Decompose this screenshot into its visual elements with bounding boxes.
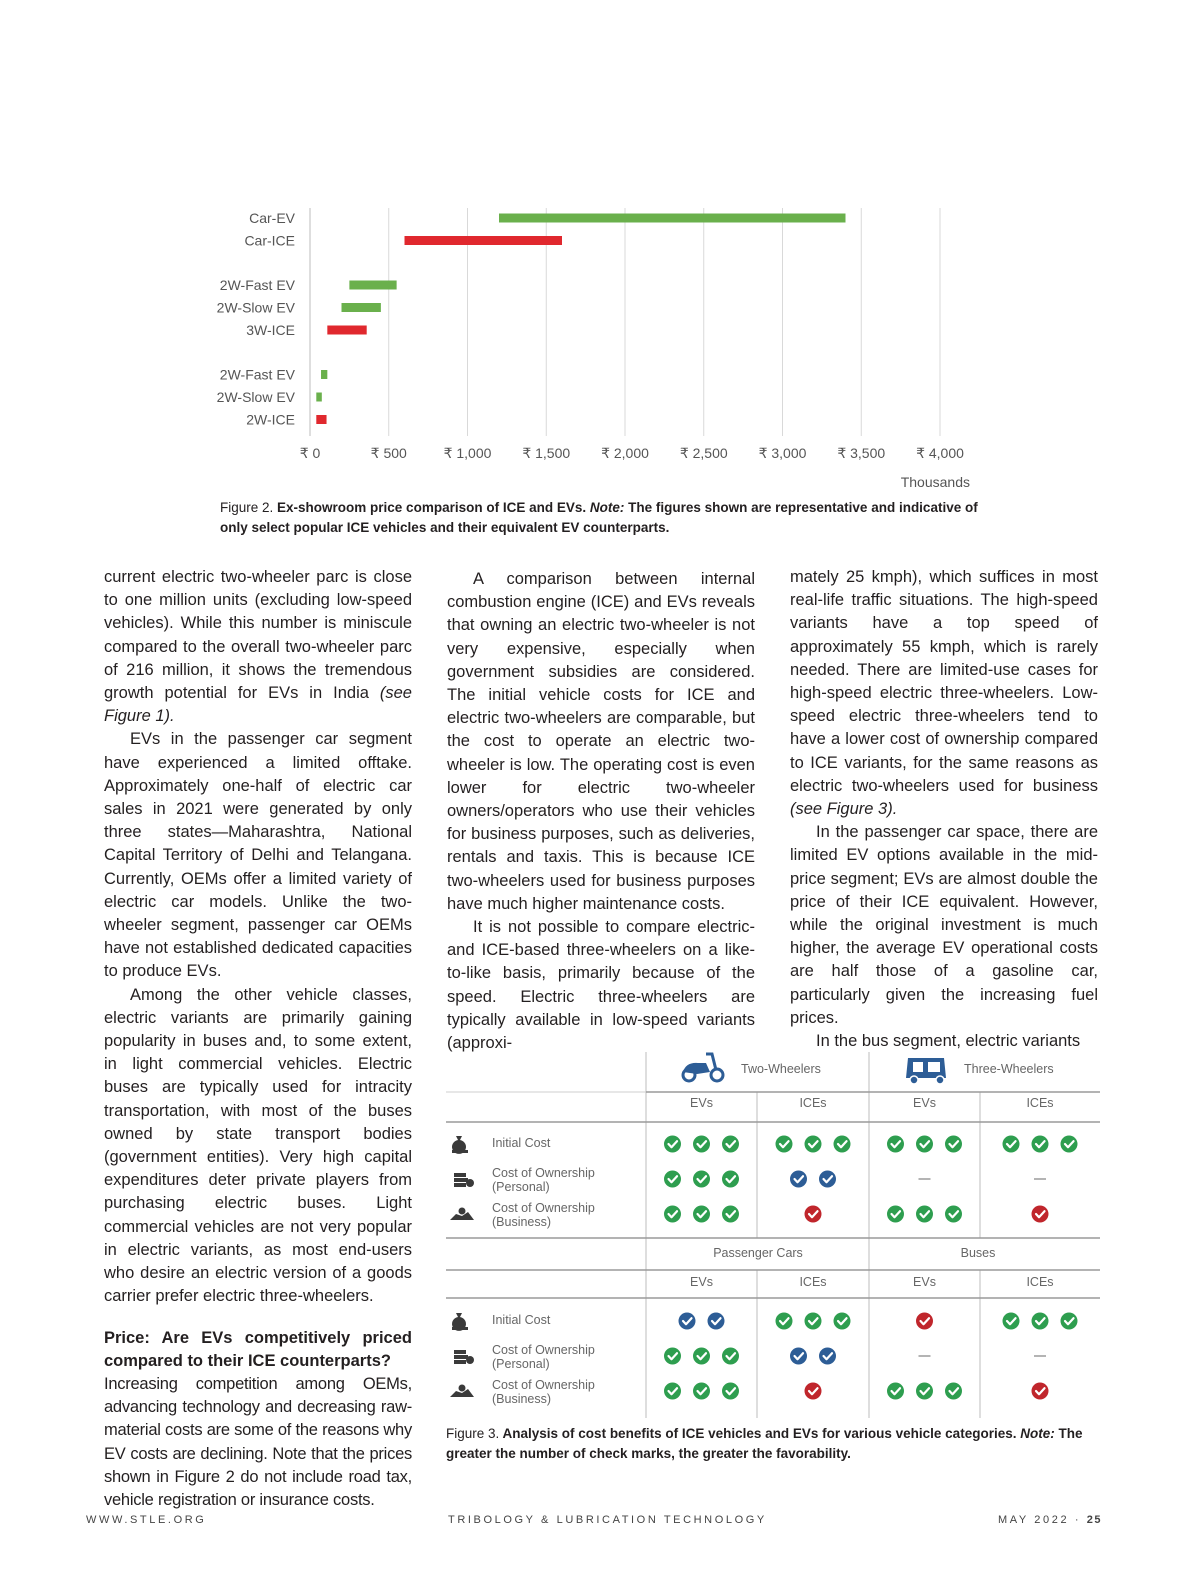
category-passenger-cars: Passenger Cars: [713, 1246, 803, 1260]
bar-ice: [405, 236, 563, 245]
text-column-1: [104, 566, 412, 1512]
sub-column-header: EVs: [690, 1096, 713, 1110]
check-green-icon: [916, 1136, 933, 1153]
caption-prefix: Figure 3.: [446, 1426, 500, 1441]
category-label: 3W-ICE: [246, 322, 295, 338]
footer-publication: TRIBOLOGY & LUBRICATION TECHNOLOGY: [448, 1514, 767, 1526]
figure-reference: (see Figure 1).: [104, 684, 412, 726]
x-tick-label: ₹ 1,000: [443, 445, 492, 461]
bar-ice: [316, 415, 326, 424]
check-green-icon: [1061, 1136, 1078, 1153]
check-green-icon: [693, 1171, 710, 1188]
check-green-icon: [664, 1383, 681, 1400]
x-tick-label: ₹ 3,000: [758, 445, 807, 461]
paragraph: Increasing competition among OEMs, advancing technology and decreasing raw-material costs are some of the reasons why EV costs are declining. Note that the prices shown in Figure 2 do not include road tax, vehicle registration or insurance costs.: [104, 1374, 412, 1509]
chart-bars: [316, 214, 845, 425]
bar-ev: [349, 281, 396, 290]
money-bag-icon: [452, 1313, 468, 1331]
check-green-icon: [945, 1136, 962, 1153]
row-label: (Business): [492, 1392, 552, 1406]
sub-column-header: EVs: [913, 1096, 936, 1110]
sub-column-header: ICEs: [1026, 1096, 1054, 1110]
check-blue-icon: [819, 1348, 836, 1365]
row-label: (Personal): [492, 1357, 550, 1371]
figure-reference: (see Figure 3).: [790, 800, 898, 819]
category-two-wheelers: Two-Wheelers: [741, 1062, 821, 1076]
paragraph: mately 25 kmph), which suffices in most real-life traffic situations. The high-speed variants have a top speed of approximately 55 kmph, which is rarely needed. There are limited-use cases for high-speed electric three-wheelers. Low-speed electric three-wheelers tend to have a lower cost of ownership compared to ICE variants, for the same reasons as electric two-wheelers used for business (see Figure 3).: [790, 568, 1098, 819]
check-green-icon: [776, 1136, 793, 1153]
check-red-icon: [916, 1313, 933, 1330]
check-green-icon: [722, 1136, 739, 1153]
check-red-icon: [1032, 1383, 1049, 1400]
section-heading: Price: Are EVs competitively priced compared to their ICE counterparts?: [104, 1328, 412, 1370]
check-green-icon: [722, 1348, 739, 1365]
row-label: Cost of Ownership: [492, 1378, 595, 1392]
hand-coins-icon: [450, 1208, 474, 1221]
check-green-icon: [722, 1383, 739, 1400]
category-label: 2W-Slow EV: [216, 299, 295, 316]
bar-ice: [327, 326, 366, 335]
page-number: 25: [1086, 1514, 1102, 1526]
row-label: (Personal): [492, 1180, 550, 1194]
caption-note: The greater the number of check marks, the greater the favorability.: [446, 1426, 1083, 1461]
category-buses: Buses: [960, 1246, 996, 1260]
bar-ev: [499, 214, 846, 223]
check-green-icon: [916, 1206, 933, 1223]
check-blue-icon: [708, 1313, 725, 1330]
check-green-icon: [945, 1206, 962, 1223]
sub-column-header: ICEs: [799, 1096, 827, 1110]
hand-coins-icon: [450, 1385, 474, 1398]
caption-note: The figures shown are representative and indicative of only select popular ICE vehicles and their equivalent EV counterparts.: [220, 500, 978, 535]
paragraph: It is not possible to compare electric- and ICE-based three-wheelers on a like-to-like basis, primarily because of the speed. Electric three-wheelers are typically available in low-speed variants (approxi-: [447, 918, 755, 1053]
check-green-icon: [664, 1136, 681, 1153]
x-tick-label: ₹ 2,000: [601, 445, 649, 461]
check-green-icon: [887, 1383, 904, 1400]
check-green-icon: [916, 1383, 933, 1400]
check-green-icon: [1003, 1136, 1020, 1153]
x-tick-label: ₹ 1,500: [522, 445, 571, 461]
check-blue-icon: [819, 1171, 836, 1188]
bar-ev: [316, 393, 322, 402]
check-green-icon: [805, 1136, 822, 1153]
check-green-icon: [805, 1313, 822, 1330]
check-green-icon: [664, 1171, 681, 1188]
category-label: Car-EV: [249, 210, 295, 226]
sub-column-headers: [690, 1096, 1054, 1289]
row-label: Initial Cost: [492, 1136, 551, 1150]
check-green-icon: [664, 1206, 681, 1223]
chart-x-tick-labels: [300, 445, 964, 461]
caption-note-label: Note:: [589, 500, 625, 515]
category-label: 2W-ICE: [246, 411, 295, 428]
check-blue-icon: [790, 1171, 807, 1188]
paragraph: current electric two-wheeler parc is close to one million units (excluding low-speed vehicles). While this number is miniscule compared to the overall two-wheeler parc of 216 million, it shows the tremendous growth potential for EVs in India (see Figure 1).: [104, 568, 412, 726]
text-column-3: [790, 566, 1098, 1053]
text-column-2: [447, 566, 755, 1055]
check-green-icon: [1003, 1313, 1020, 1330]
bar-ev: [342, 303, 381, 312]
check-red-icon: [805, 1206, 822, 1223]
x-tick-label: ₹ 500: [370, 445, 407, 461]
sub-column-header: EVs: [913, 1275, 936, 1289]
check-green-icon: [1032, 1136, 1049, 1153]
row-label: (Business): [492, 1215, 552, 1229]
check-green-icon: [776, 1313, 793, 1330]
figure-3-table: [446, 1048, 1102, 1418]
caption-title: Ex-showroom price comparison of ICE and EVs.: [273, 500, 590, 515]
caption-prefix: Figure 2.: [220, 500, 274, 515]
bar-ev: [321, 370, 327, 379]
money-bag-icon: [452, 1136, 468, 1154]
figure-2-chart: [200, 200, 990, 500]
check-green-icon: [887, 1206, 904, 1223]
category-label: 2W-Fast EV: [219, 277, 295, 293]
x-tick-label: ₹ 3,500: [837, 445, 886, 461]
figure-3-caption: [446, 1424, 1096, 1463]
check-red-icon: [1032, 1206, 1049, 1223]
rating-marks: [664, 1136, 1078, 1400]
caption-note-label: Note:: [1020, 1426, 1055, 1441]
figure-2-caption: [220, 498, 980, 537]
category-label: 2W-Slow EV: [216, 389, 295, 405]
category-label: Car-ICE: [244, 232, 295, 249]
row-labels: [450, 1136, 595, 1406]
row-label: Cost of Ownership: [492, 1201, 595, 1215]
paragraph: Among the other vehicle classes, electric variants are primarily gaining popularity in buses and, to some extent, in light commercial vehicles. Electric buses are typically used for intracity transportation, with most of the buses owned by state transport bodies (government entities). Very high capital expenditures deter private players from purchasing electric buses. Light commercial vehicles are not very popular in electric variants, as most end-users who desire an electric version of a goods carrier prefer electric three-wheelers.: [104, 985, 412, 1306]
coins-stack-icon: [454, 1350, 474, 1364]
category-label: 2W-Fast EV: [219, 366, 295, 383]
paragraph: EVs in the passenger car segment have experienced a limited offtake. Approximately one-half of electric car sales in 2021 were generated by only three states—Maharashtra, National Capital Territory of Delhi and Telangana. Currently, OEMs offer a limited variety of electric car models. Unlike the two-wheeler segment, passenger car OEMs have not established dedicated capacities to produce EVs.: [104, 730, 412, 981]
check-blue-icon: [790, 1348, 807, 1365]
sub-column-header: ICEs: [799, 1275, 827, 1289]
check-green-icon: [722, 1206, 739, 1223]
check-green-icon: [693, 1136, 710, 1153]
x-tick-label: ₹ 0: [299, 445, 321, 461]
check-green-icon: [887, 1136, 904, 1153]
category-three-wheelers: Three-Wheelers: [964, 1062, 1054, 1076]
paragraph: A comparison between internal combustion engine (ICE) and EVs reveals that owning an electric two-wheeler is not very expensive, especially when government subsidies are considered. The initial vehicle costs for ICE and electric two-wheelers are comparable, but the cost to operate an electric two-wheeler is low. The operating cost is even lower for electric two-wheeler owners/operators who use their vehicles for business purposes, such as deliveries, rentals and taxis. This is because ICE two-wheelers used for business purposes have much higher maintenance costs.: [447, 570, 755, 913]
check-green-icon: [945, 1383, 962, 1400]
row-label: Initial Cost: [492, 1313, 551, 1327]
sub-column-header: ICEs: [1026, 1275, 1054, 1289]
chart-category-labels: [217, 210, 296, 428]
check-blue-icon: [679, 1313, 696, 1330]
scooter-icon: [683, 1054, 723, 1081]
check-green-icon: [722, 1171, 739, 1188]
footer-date-page: MAY 2022 · 25: [998, 1514, 1102, 1526]
footer-website: WWW.STLE.ORG: [86, 1514, 207, 1526]
row-label: Cost of Ownership: [492, 1166, 595, 1180]
paragraph: In the bus segment, electric variants: [816, 1032, 1081, 1051]
check-green-icon: [1061, 1313, 1078, 1330]
coins-stack-icon: [454, 1173, 474, 1187]
check-green-icon: [664, 1348, 681, 1365]
check-green-icon: [693, 1348, 710, 1365]
check-green-icon: [834, 1313, 851, 1330]
chart-unit-label: Thousands: [900, 474, 970, 490]
x-tick-label: ₹ 4,000: [916, 445, 964, 461]
check-green-icon: [693, 1206, 710, 1223]
x-tick-label: ₹ 2,500: [679, 445, 728, 461]
check-red-icon: [805, 1383, 822, 1400]
check-green-icon: [834, 1136, 851, 1153]
caption-title: Analysis of cost benefits of ICE vehicles and EVs for various vehicle categories.: [499, 1426, 1021, 1441]
row-label: Cost of Ownership: [492, 1343, 595, 1357]
check-green-icon: [1032, 1313, 1049, 1330]
auto-rickshaw-icon: [906, 1058, 946, 1084]
sub-column-header: EVs: [690, 1275, 713, 1289]
check-green-icon: [693, 1383, 710, 1400]
paragraph: In the passenger car space, there are limited EV options available in the mid-price segment; EVs are almost double the price of their ICE equivalent. However, while the original investment is much higher, the average EV operational costs are half those of a gasoline car, particularly given the increasing fuel prices.: [790, 823, 1098, 1027]
